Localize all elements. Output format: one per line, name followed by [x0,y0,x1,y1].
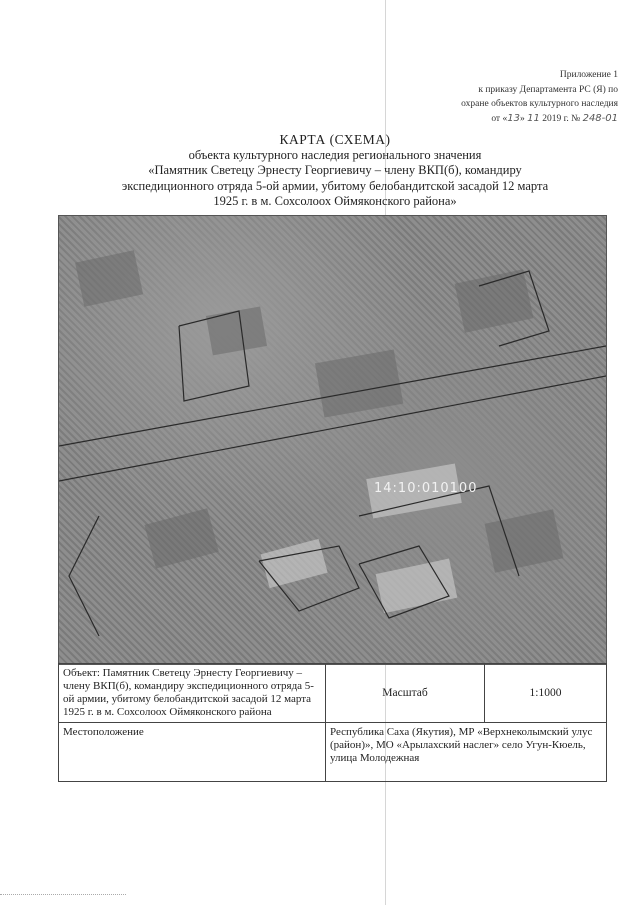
satellite-map [58,215,607,665]
title-line-4: экспедиционного отряда 5-ой армии, убитому белобандитской засадой 12 марта [121,178,549,193]
document-title [95,132,575,210]
date-day: 13 [507,112,520,124]
title-line-3: «Памятник Светецу Эрнесту Георгиевичу – члену ВКП(б), командиру [148,163,522,177]
cadastral-code-label: 14:10:010100 [374,481,478,496]
appendix-line-1: Приложение 1 [559,70,618,80]
object-row [59,664,607,723]
object-cell: Объект: Памятник Светецу Эрнесту Георгиевичу – члену ВКП(б), командиру экспедиционного отряда 5-ой армии, убитому белобандитской засадой 12 марта 1925 г. в м. Сохсолоох Оймяконского района [59,664,326,723]
date-prefix: от « [491,113,508,124]
order-number: 248-01 [582,112,618,124]
title-line-2: объекта культурного наследия регионального значения [188,147,482,162]
date-sep: » [519,113,525,124]
location-row [59,723,607,782]
scale-label: Масштаб [326,664,485,723]
location-label: Местоположение [59,723,326,782]
title-line-5: 1925 г. в м. Сохсолоох Оймяконского района» [213,194,457,208]
date-year: 2019 г. № [542,113,581,124]
date-month: 11 [527,112,540,124]
scale-value: 1:1000 [485,664,607,723]
location-value: Республика Саха (Якутия), МР «Верхнеколымский улус (район)», МО «Арылахский наслег» село Угун-Кюель, улица Молодежная [326,723,607,782]
bottom-dotted-line [0,894,126,895]
appendix-date-line [388,112,618,127]
info-table [58,663,607,782]
appendix-line-3: охране объектов культурного наследия [461,99,618,109]
title-main: КАРТА (СХЕМА) [279,132,391,147]
appendix-line-2: к приказу Департамента РС (Я) по [478,84,618,95]
appendix-block [388,68,618,126]
map-overlay [59,216,606,664]
